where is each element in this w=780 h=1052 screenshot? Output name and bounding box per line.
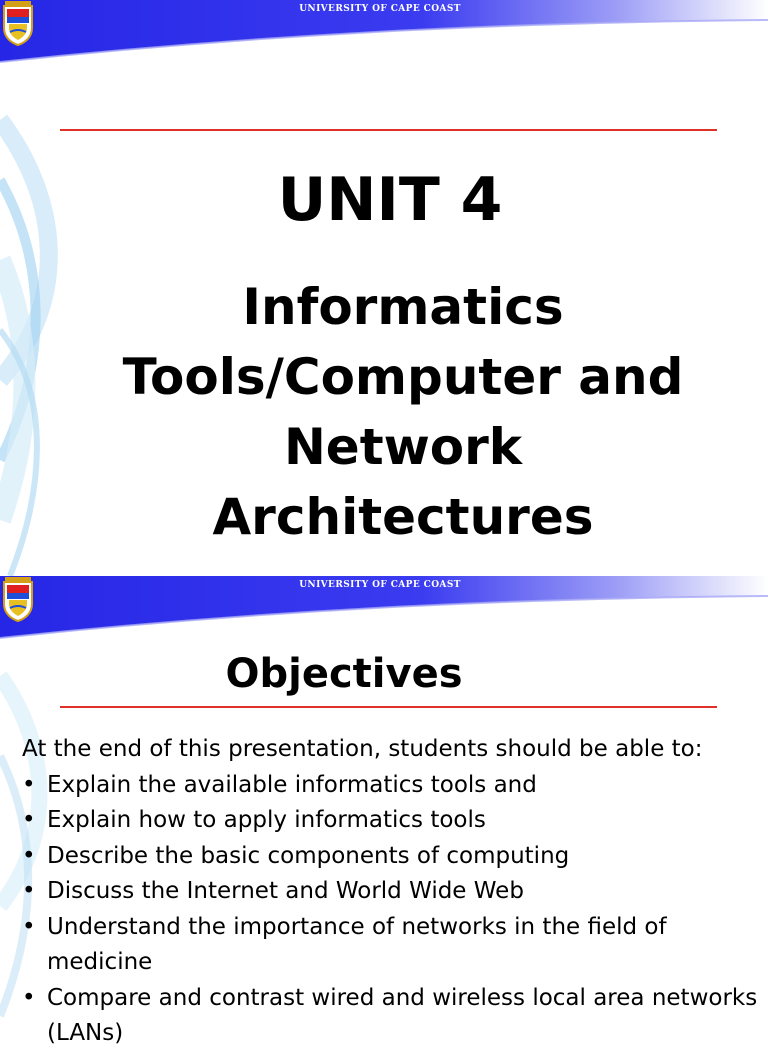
list-item-text: Explain the available informatics tools and	[47, 771, 537, 798]
slide-title: UNIT 4	[277, 165, 503, 235]
bullet-icon: •	[22, 807, 36, 833]
bullet-icon: •	[22, 878, 36, 904]
university-crest-icon	[0, 0, 36, 46]
bullet-icon: •	[22, 771, 36, 798]
list-item-text: Discuss the Internet and World Wide Web	[47, 878, 524, 904]
bullet-icon: •	[22, 913, 36, 940]
red-divider	[60, 129, 717, 131]
subtitle-line: Network Architectures	[212, 418, 594, 546]
objectives-slide	[0, 576, 768, 1046]
list-item	[22, 874, 762, 910]
subtitle-line: Tools/Computer and	[122, 348, 684, 406]
list-item-text: Explain how to apply informatics tools	[47, 807, 486, 833]
list-item	[22, 803, 762, 839]
red-divider	[60, 706, 717, 708]
objectives-content	[22, 732, 762, 1052]
subtitle-line: Informatics	[242, 278, 564, 336]
bullet-icon: •	[22, 842, 36, 869]
list-item	[22, 768, 762, 804]
list-item	[22, 981, 762, 1052]
list-item-text: Describe the basic components of computing	[47, 842, 570, 869]
university-name: UNIVERSITY OF CAPE COAST	[299, 4, 461, 14]
bullet-icon: •	[22, 984, 36, 1011]
slide-subtitle	[90, 272, 716, 552]
university-name: UNIVERSITY OF CAPE COAST	[299, 580, 461, 590]
objectives-list	[22, 768, 762, 1052]
slide-title: Objectives	[225, 651, 463, 697]
list-item	[22, 839, 762, 875]
list-item-text: Compare and contrast wired and wireless local area networks (LANs)	[47, 984, 758, 1046]
list-item	[22, 910, 762, 981]
list-item-text: Understand the importance of networks in the field of medicine	[47, 913, 667, 975]
header-banner	[0, 0, 768, 66]
header-banner	[0, 576, 768, 642]
university-crest-icon	[0, 576, 36, 622]
intro-text: At the end of this presentation, students should be able to:	[22, 736, 703, 762]
